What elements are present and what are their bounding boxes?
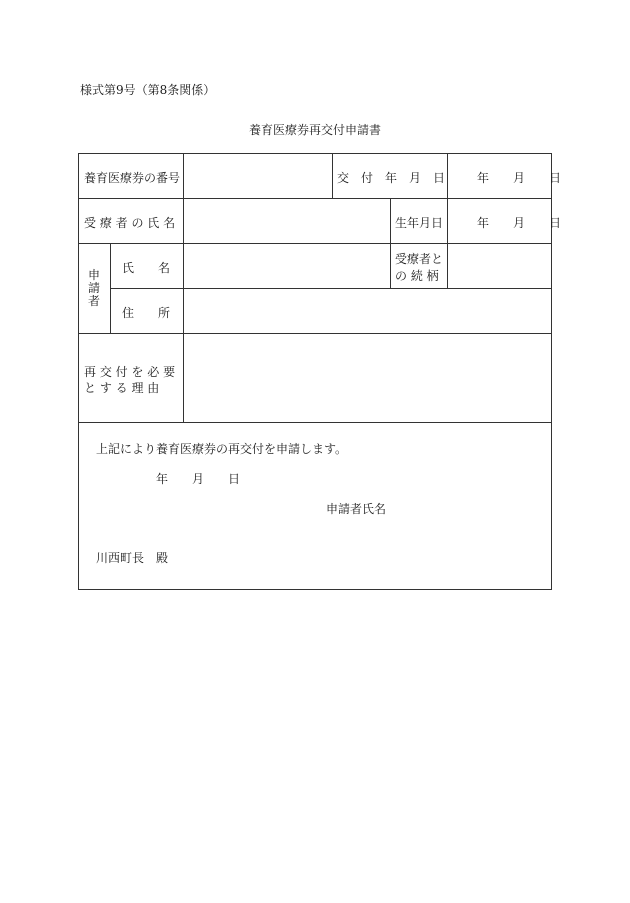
applicant-signature-label: 申請者氏名: [326, 502, 387, 516]
declaration-statement: 上記により養育医療券の再交付を申請します。: [96, 442, 348, 456]
addressee: 川西町長 殿: [96, 551, 169, 565]
birth-date-value[interactable]: 年 月 日: [477, 216, 562, 230]
patient-name-label: 受 療 者 の 氏 名: [84, 216, 176, 230]
declaration-date[interactable]: 年 月 日: [156, 472, 241, 486]
applicant-group-divider: [110, 243, 111, 333]
applicant-label: 申請者: [87, 268, 100, 308]
relation-label-line2: の 続 柄: [395, 269, 439, 283]
ticket-number-label: 養育医療券の番号: [84, 171, 181, 185]
reason-field[interactable]: [184, 334, 551, 422]
issue-date-label-left: [332, 153, 333, 198]
relation-field[interactable]: [448, 244, 551, 288]
table-border-left: [78, 153, 79, 590]
issue-date-label: 交 付 年 月 日: [337, 171, 446, 185]
document-title: 養育医療券再交付申請書: [248, 123, 381, 137]
ticket-number-field[interactable]: [184, 154, 331, 198]
reason-label-line2: と す る 理 由: [84, 381, 160, 395]
birth-date-label: 生年月日: [395, 216, 444, 230]
address-label: 住 所: [122, 306, 171, 320]
form-number: 様式第9号（第8条関係）: [80, 83, 216, 97]
table-border-bottom: [78, 589, 552, 590]
relation-label-line1: 受療者と: [395, 252, 444, 266]
applicant-name-label: 氏 名: [122, 261, 171, 275]
birth-date-label-left: [390, 198, 391, 288]
patient-name-field[interactable]: [184, 199, 389, 243]
reason-label-line1: 再 交 付 を 必 要: [84, 365, 176, 379]
issue-date-value[interactable]: 年 月 日: [477, 171, 562, 185]
applicant-name-field[interactable]: [184, 244, 389, 288]
row-divider-5: [78, 422, 552, 423]
address-field[interactable]: [184, 289, 551, 333]
issue-date-label-right: [447, 153, 448, 198]
